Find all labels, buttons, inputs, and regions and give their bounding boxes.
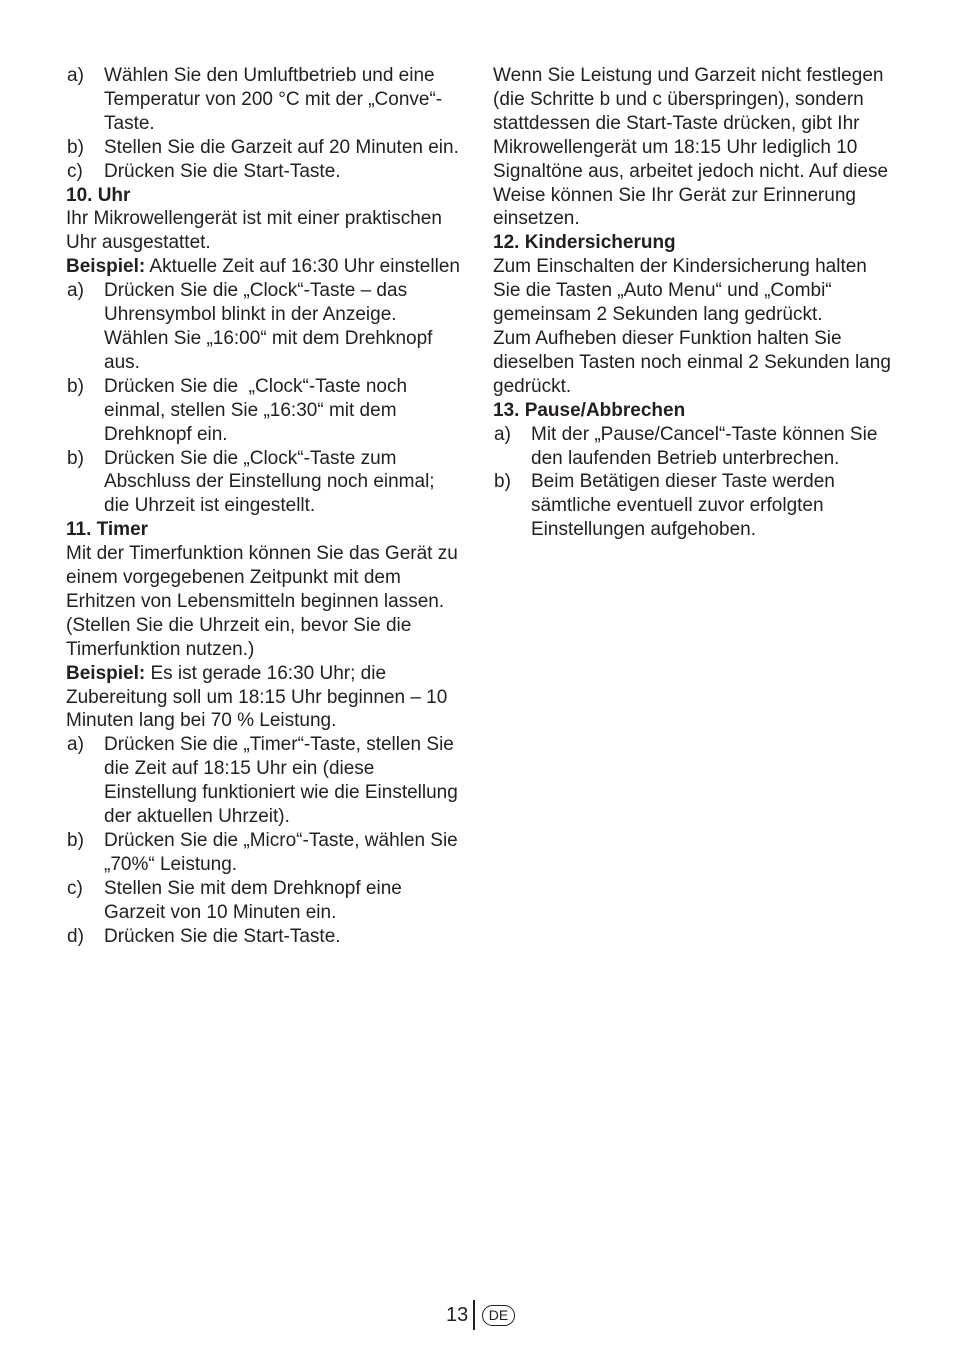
list-item [66,925,461,949]
list-marker: b) [67,375,84,397]
list-item [66,279,461,375]
section-heading-clock: 10. Uhr [66,184,131,206]
right-column [493,64,893,542]
section-heading-pause: 13. Pause/Abbrechen [493,399,686,421]
list-marker: b) [67,136,84,158]
timer-example [66,662,461,734]
list-marker: c) [67,877,83,899]
list-item [66,136,461,160]
timer-note: Wenn Sie Leistung und Garzeit nicht festlegen (die Schritte b und c überspringen), sondern stattdessen die Start-Taste drücken, gibt Ihr Mikrowellengerät um 18:15 Uhr lediglich 10 Signaltöne aus, arbeitet jedoch nicht. Auf diese Weise können Sie Ihr Gerät zur Erinnerung einsetzen. [493,65,889,230]
list-marker: c) [67,160,83,182]
timer-intro: Mit der Timerfunktion können Sie das Gerät zu einem vorgegebenen Zeitpunkt mit dem Erhitzen von Lebensmitteln beginnen lassen. (Stellen Sie die Uhrzeit ein, bevor Sie die Timerfunktion nutzen.) [66,543,458,660]
child-lock-on: Zum Einschalten der Kindersicherung halten Sie die Tasten „Auto Menu“ und „Combi“ gemeinsam 2 Sekunden lang gedrückt. [493,256,867,326]
list-marker: a) [494,423,511,445]
list-item [66,160,461,184]
page-footer [446,1300,515,1330]
footer-divider [473,1300,475,1330]
list-text: Mit der „Pause/Cancel“-Taste können Sie den laufenden Betrieb unterbrechen. [531,423,878,469]
list-marker: b) [67,830,84,851]
list-marker: d) [67,925,84,947]
list-item [66,447,461,519]
list-text: Beim Betätigen dieser Taste werden sämtliche eventuell zuvor erfolgten Einstellungen aufgehoben. [531,471,835,541]
child-lock-off: Zum Aufheben dieser Funktion halten Sie dieselben Tasten noch einmal 2 Sekunden lang gedrückt. [493,327,891,397]
list-item [66,375,461,447]
list-marker: b) [67,447,84,469]
list-text: Stellen Sie mit dem Drehknopf eine Garzeit von 10 Minuten ein. [104,877,402,923]
list-text: Wählen Sie den Umluftbetrieb und eine Temperatur von 200 °C mit der „Conve“-Taste. [104,65,443,134]
example-label: Beispiel: [66,256,146,278]
language-badge: DE [482,1305,515,1326]
left-column [66,64,461,949]
list-item [66,733,461,829]
example-text: Aktuelle Zeit auf 16:30 Uhr einstellen [145,256,460,278]
section-heading-child-lock: 12. Kindersicherung [493,232,676,254]
list-marker: a) [67,65,84,86]
list-marker: a) [67,280,84,302]
list-item [66,877,461,925]
list-text: Stellen Sie die Garzeit auf 20 Minuten ein. [104,136,459,158]
clock-intro: Ihr Mikrowellengerät ist mit einer praktischen Uhr ausgestattet. [66,208,442,254]
list-item [66,64,461,136]
list-item [493,470,893,542]
list-text: Drücken Sie die „Clock“-Taste noch einmal, stellen Sie „16:30“ mit dem Drehknopf ein. [104,375,413,445]
list-text: Drücken Sie die „Clock“-Taste zum Abschluss der Einstellung noch einmal; die Uhrzeit ist eingestellt. [104,447,435,517]
list-text: Drücken Sie die „Clock“-Taste – das Uhrensymbol blinkt in der Anzeige. Wählen Sie „16:00“ mit dem Drehknopf aus. [104,280,433,373]
list-item [493,423,893,471]
list-text: Drücken Sie die „Micro“-Taste, wählen Sie „70%“ Leistung. [104,830,458,875]
list-text: Drücken Sie die Start-Taste. [104,925,341,947]
list-text: Drücken Sie die „Timer“-Taste, stellen Sie die Zeit auf 18:15 Uhr ein (diese Einstellung funktioniert wie die Einstellung der aktuellen Uhrzeit). [104,734,458,828]
example-label: Beispiel: [66,662,146,684]
list-marker: a) [67,734,84,756]
list-text: Drücken Sie die Start-Taste. [104,160,341,182]
clock-example [66,255,461,279]
list-marker: b) [494,471,511,493]
section-heading-timer: 11. Timer [66,519,149,541]
list-item [66,829,461,877]
example-text: Es ist gerade 16:30 Uhr; die Zubereitung soll um 18:15 Uhr beginnen – 10 Minuten lang bei 70 % Leistung. [66,662,448,732]
page-number: 13 [446,1304,469,1326]
